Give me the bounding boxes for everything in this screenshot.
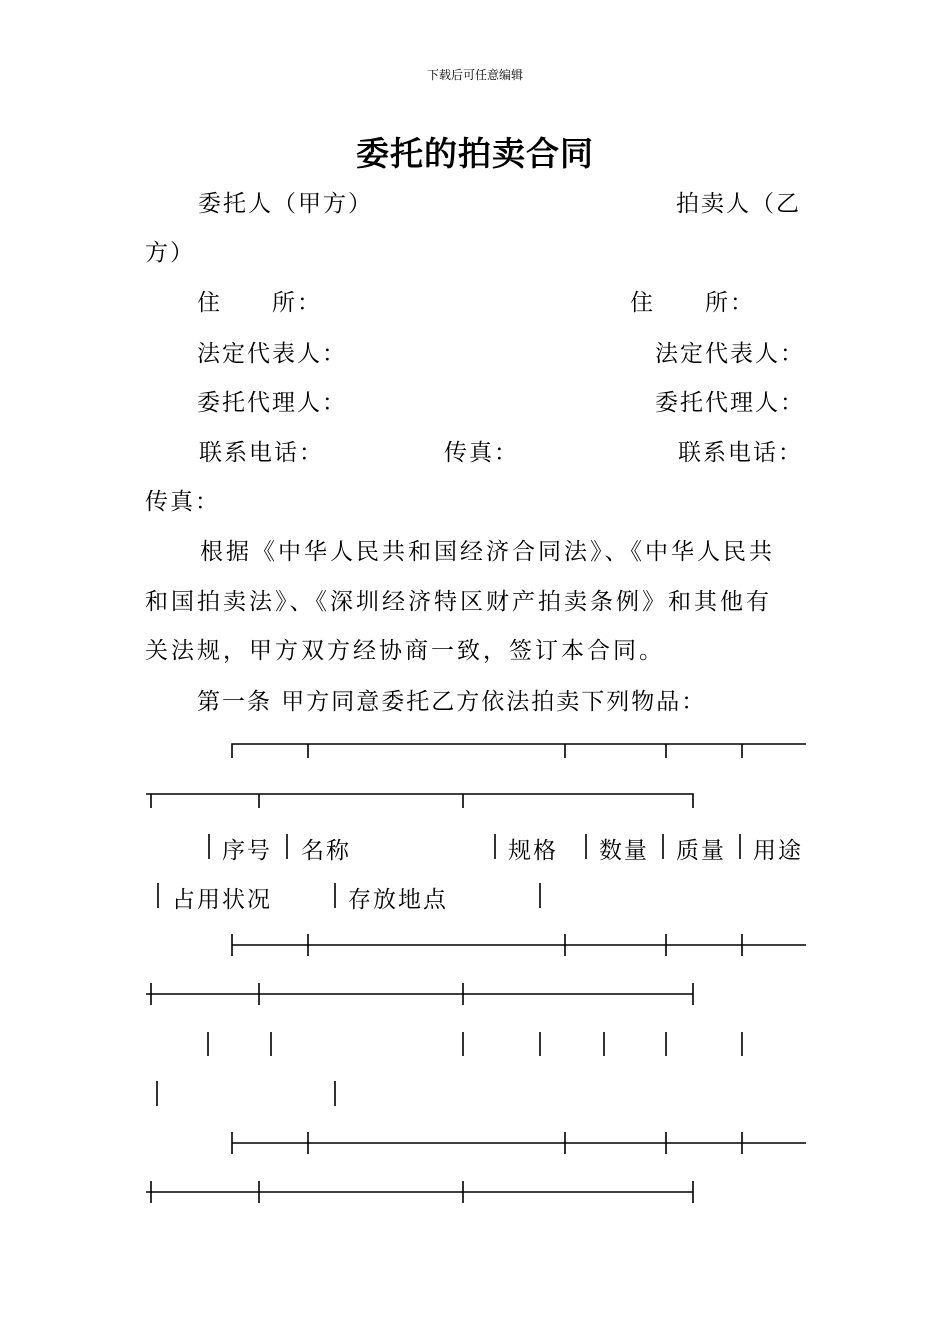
auctioneer-label-tail: 方） (145, 240, 195, 266)
article-1: 第一条 甲方同意委托乙方依法拍卖下列物品： (197, 689, 707, 715)
body-line-1: 根据《中华人民共和国经济合同法》、《中华人民共 (200, 539, 775, 565)
principal-label: 委托人（甲方） (198, 191, 373, 217)
auctioneer-phone-label: 联系电话： (678, 440, 803, 466)
auctioneer-agent-label: 委托代理人： (655, 390, 805, 416)
principal-phone-label: 联系电话： (199, 440, 324, 466)
col-occupancy: 占用状况 (172, 887, 272, 913)
principal-agent-label: 委托代理人： (197, 390, 347, 416)
principal-legal-rep-label: 法定代表人： (197, 341, 347, 367)
body-line-2: 和国拍卖法》、《深圳经济特区财产拍卖条例》和其他有 (145, 589, 772, 615)
auctioneer-address-label: 住 所： (630, 290, 755, 316)
auctioneer-fax-label: 传真： (145, 489, 220, 515)
principal-fax-label: 传真： (444, 440, 519, 466)
auctioneer-legal-rep-label: 法定代表人： (655, 341, 805, 367)
page-header-note: 下载后可任意编辑 (426, 68, 523, 82)
col-storage-location: 存放地点 (348, 887, 448, 913)
col-use: 用途 (753, 838, 803, 864)
body-line-3: 关法规，甲方双方经协商一致，签订本合同。 (145, 638, 665, 664)
col-spec: 规格 (508, 838, 558, 864)
principal-address-label: 住 所： (197, 290, 322, 316)
col-quantity: 数量 (599, 838, 649, 864)
col-serial: 序号 (222, 838, 272, 864)
col-quality: 质量 (676, 838, 726, 864)
contract-title: 委托的拍卖合同 (356, 134, 594, 173)
col-name: 名称 (301, 838, 351, 864)
auctioneer-label-head: 拍卖人（乙 (676, 191, 801, 217)
